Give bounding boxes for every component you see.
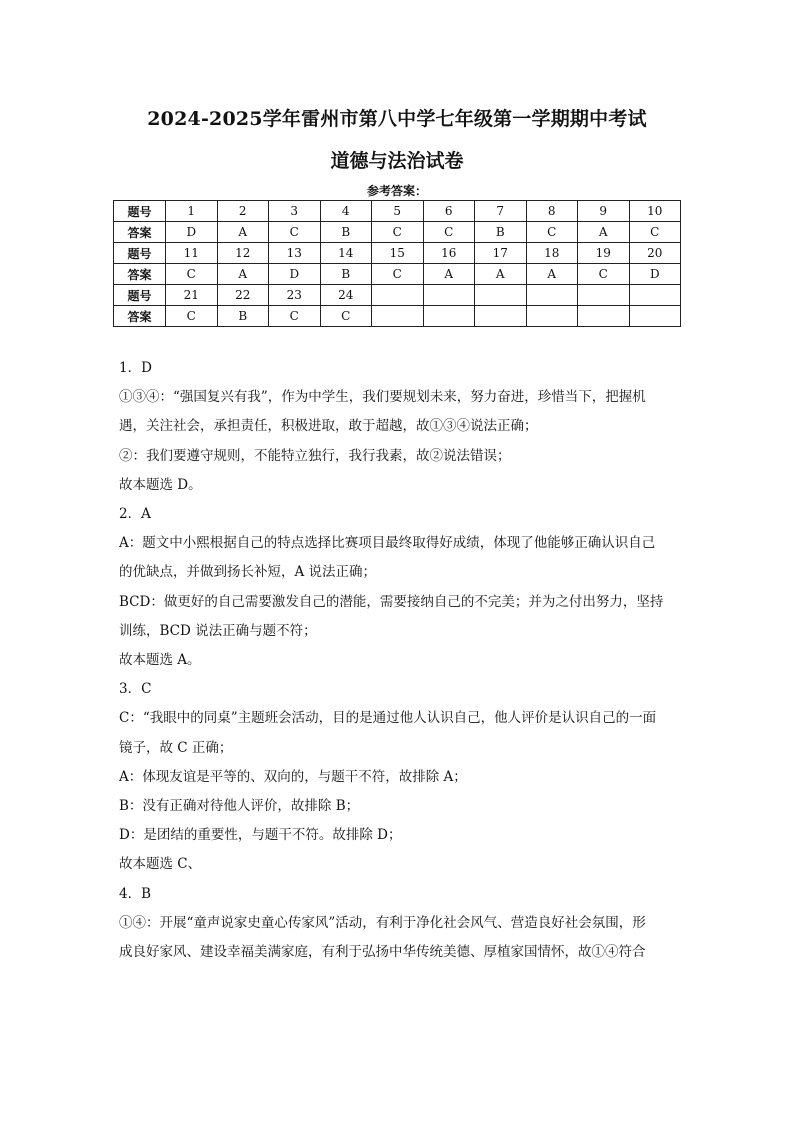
exam-title: 2024-2025学年雷州市第八中学七年级第一学期期中考试 [147,108,647,130]
question-number-cell [578,285,630,306]
question-number-cell: 6 [423,201,475,222]
answer-cell: A [475,264,527,285]
answer-cell: D [166,222,218,243]
answer-cell [475,306,527,327]
answer-cell: A [423,264,475,285]
question-number-cell: 14 [320,243,372,264]
row-label-question: 题号 [114,201,166,222]
answer-cell: D [269,264,321,285]
answer-cell: A [526,264,578,285]
explanation-line: A：题文中小熙根据自己的特点选择比赛项目最终取得好成绩，体现了他能够正确认识自己 [119,535,656,552]
question-number-cell: 21 [166,285,218,306]
question-number-cell: 4 [320,201,372,222]
answer-cell: B [217,306,269,327]
exam-subject-title: 道德与法治试卷 [330,150,464,172]
question-number-cell: 16 [423,243,475,264]
answer-cell: B [320,222,372,243]
row-label-question: 题号 [114,243,166,264]
explanation-line: A：体现友谊是平等的、双向的，与题干不符，故排除 A； [119,768,467,785]
question-number-cell: 23 [269,285,321,306]
explanation-line: B：没有正确对待他人评价，故排除 B； [119,798,360,815]
explanation-line: 镜子，故 C 正确； [119,739,233,756]
question-number-cell: 8 [526,201,578,222]
answer-heading: 参考答案： [366,184,427,198]
explanation-line: 3．C [119,681,152,698]
row-label-answer: 答案 [114,306,166,327]
answer-cell [372,306,424,327]
answer-cell: C [578,264,630,285]
explanations [119,354,679,967]
question-number-cell: 11 [166,243,218,264]
answer-cell: C [269,222,321,243]
question-number-cell: 2 [217,201,269,222]
explanation-line: BCD：做更好的自己需要激发自己的潜能，需要接纳自己的不完美；并为之付出努力，坚持 [119,593,664,610]
question-number-cell: 12 [217,243,269,264]
answer-row [114,306,681,327]
explanation-line: ①④：开展“童声说家史童心传家风”活动，有利于净化社会风气、营造良好社会氛围，形 [119,914,646,931]
answer-cell: C [423,222,475,243]
question-number-cell: 3 [269,201,321,222]
answer-cell [423,306,475,327]
question-number-cell: 9 [578,201,630,222]
question-number-cell: 24 [320,285,372,306]
question-number-row [114,243,681,264]
question-number-cell: 13 [269,243,321,264]
explanation-line: D：是团结的重要性，与题干不符。故排除 D； [119,827,402,844]
explanation-line: 遇，关注社会，承担责任，积极进取，敢于超越，故①③④说法正确； [119,418,538,435]
answer-cell: A [578,222,630,243]
answer-cell: B [475,222,527,243]
explanation-line: 训练，BCD 说法正确与题不符； [119,622,317,639]
answer-cell: C [629,222,681,243]
answer-cell [629,306,681,327]
answer-row [114,222,681,243]
explanation-line: 故本题选 D。 [119,476,202,493]
question-number-row [114,201,681,222]
explanation-line: 2．A [119,506,151,523]
answer-cell: C [526,222,578,243]
answer-table [113,200,681,327]
answer-cell: C [166,264,218,285]
explanation-line: 故本题选 A。 [119,652,201,669]
question-number-cell: 1 [166,201,218,222]
question-number-cell: 19 [578,243,630,264]
answer-cell: C [372,264,424,285]
row-label-question: 题号 [114,285,166,306]
row-label-answer: 答案 [114,222,166,243]
question-number-cell: 18 [526,243,578,264]
explanation-line: 故本题选 C、 [119,856,202,873]
question-number-cell [475,285,527,306]
question-number-cell [372,285,424,306]
answer-cell: C [320,306,372,327]
question-number-cell: 7 [475,201,527,222]
answer-cell: C [166,306,218,327]
answer-cell: A [217,264,269,285]
question-number-cell: 17 [475,243,527,264]
question-number-cell [629,285,681,306]
answer-cell [578,306,630,327]
question-number-row [114,285,681,306]
question-number-cell: 5 [372,201,424,222]
answer-cell: A [217,222,269,243]
question-number-cell: 20 [629,243,681,264]
question-number-cell: 15 [372,243,424,264]
answer-cell: C [269,306,321,327]
answer-cell: C [372,222,424,243]
explanation-line: ②：我们要遵守规则，不能特立独行，我行我素，故②说法错误； [119,447,511,464]
explanation-line: C：“我眼中的同桌”主题班会活动，目的是通过他人认识自己，他人评价是认识自己的一面 [119,710,657,727]
row-label-answer: 答案 [114,264,166,285]
explanation-line: 4．B [119,885,152,902]
explanation-line: ①③④：“强国复兴有我”，作为中学生，我们要规划未来，努力奋进，珍惜当下，把握机 [119,389,646,406]
answer-row [114,264,681,285]
answer-cell: D [629,264,681,285]
question-number-cell: 22 [217,285,269,306]
explanation-line: 1．D [119,360,152,376]
question-number-cell [526,285,578,306]
question-number-cell [423,285,475,306]
answer-cell: B [320,264,372,285]
explanation-line: 成良好家风、建设幸福美满家庭，有利于弘扬中华传统美德、厚植家国情怀，故①④符合 [119,944,646,961]
explanation-line: 的优缺点，并做到扬长补短，A 说法正确； [119,564,377,581]
question-number-cell: 10 [629,201,681,222]
answer-cell [526,306,578,327]
